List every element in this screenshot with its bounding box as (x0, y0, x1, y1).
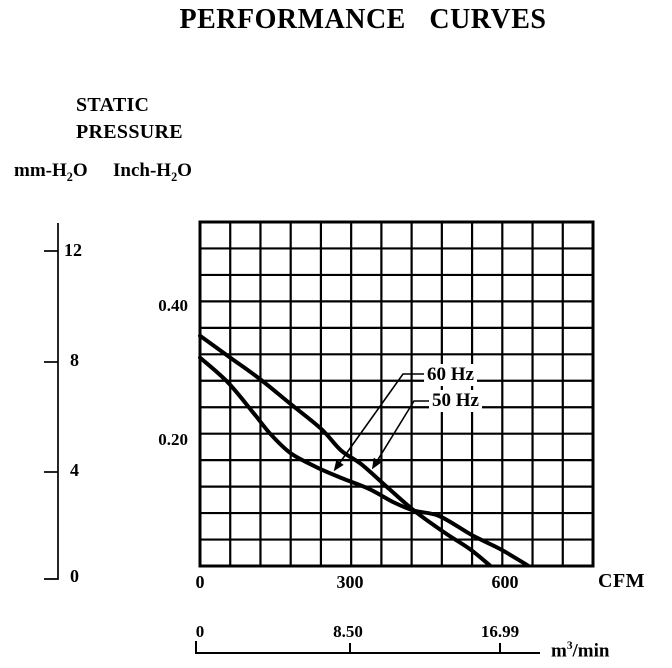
y-tick-mm-8: 8 (70, 350, 79, 370)
unit-m3-prefix: m (551, 640, 567, 662)
unit-label-mm-h2o (14, 160, 88, 185)
y-tick-inch-020: 0.20 (158, 430, 188, 449)
y-axis-title (76, 92, 183, 146)
unit-m3-superscript: 3 (566, 640, 573, 652)
unit-inch-subscript: 2 (171, 169, 178, 184)
x2-tick-m3-1699: 16.99 (480, 622, 520, 641)
y-tick-mm-4: 4 (70, 460, 79, 480)
y-tick-inch-040: 0.40 (158, 296, 188, 315)
page-title: PERFORMANCE CURVES (179, 4, 547, 35)
series-label-60hz: 60 Hz (424, 364, 477, 386)
unit-mm-suffix: O (72, 160, 88, 181)
curve-60-hz (200, 358, 528, 566)
unit-label-inch-h2o (113, 160, 192, 185)
x2-tick-m3-850: 8.50 (333, 622, 363, 641)
y-axis-title-line1: STATIC (76, 94, 150, 116)
y-axis-title-line2: PRESSURE (76, 121, 183, 143)
arrowhead-60hz (334, 460, 344, 472)
grid-border (200, 222, 593, 566)
y-tick-mm-0: 0 (70, 566, 79, 586)
series-label-50hz: 50 Hz (429, 390, 482, 412)
x-tick-cfm-0: 0 (195, 572, 205, 592)
x2-axis-unit-m3min (551, 640, 609, 662)
x-tick-cfm-600: 600 (491, 572, 519, 592)
unit-mm-subscript: 2 (66, 169, 73, 184)
unit-inch-suffix: O (177, 160, 192, 181)
x2-tick-m3-0: 0 (195, 622, 205, 641)
unit-inch-prefix: Inch-H (113, 160, 172, 181)
x-axis-unit-cfm: CFM (598, 570, 646, 592)
mm-scale-axis (44, 223, 58, 579)
y-tick-mm-12: 12 (64, 240, 82, 260)
unit-m3-suffix: /min (572, 640, 610, 662)
unit-mm-prefix: mm-H (14, 160, 67, 181)
x-tick-cfm-300: 300 (336, 572, 364, 592)
